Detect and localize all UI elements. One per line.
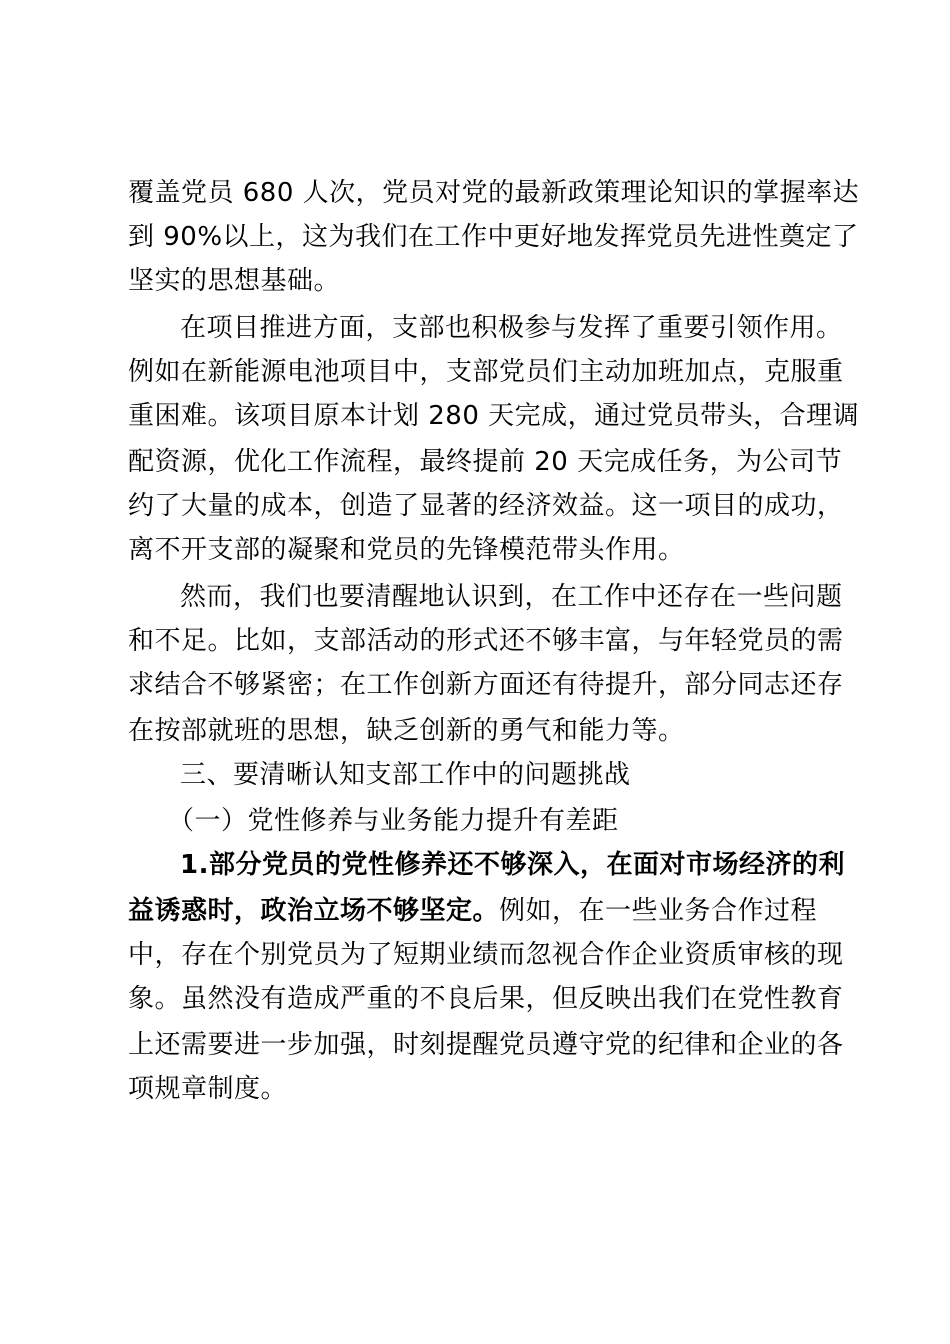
paragraph-line: 上还需要进一步加强，时刻提醒党员遵守党的纪律和企业的各 [128, 1030, 844, 1060]
bold-point-line: 1.部分党员的党性修养还不够深入，在面对市场经济的利 [180, 850, 845, 880]
section-heading: 三、要清晰认知支部工作中的问题挑战 [180, 760, 631, 790]
paragraph-line: 然而，我们也要清醒地认识到，在工作中还存在一些问题 [180, 582, 843, 612]
paragraph-line: 在按部就班的思想，缺乏创新的勇气和能力等。 [128, 716, 685, 746]
paragraph-line: 配资源，优化工作流程，最终提前 20 天完成任务，为公司节 [128, 447, 843, 477]
paragraph-line: 中，存在个别党员为了短期业绩而忽视合作企业资质审核的现 [128, 940, 844, 970]
paragraph-line: 离不开支部的凝聚和党员的先锋模范带头作用。 [128, 535, 685, 565]
bold-point-text: 益诱惑时，政治立场不够坚定。 [128, 896, 500, 926]
paragraph-line: 例如在新能源电池项目中，支部党员们主动加班加点，克服重 [128, 357, 844, 387]
paragraph-line: 和不足。比如，支部活动的形式还不够丰富，与年轻党员的需 [128, 626, 844, 656]
paragraph-line: 到 90%以上，这为我们在工作中更好地发挥党员先进性奠定了 [128, 222, 859, 252]
paragraph-line: 项规章制度。 [128, 1074, 288, 1104]
paragraph-line: 重困难。该项目原本计划 280 天完成，通过党员带头，合理调 [128, 401, 860, 431]
paragraph-line: 求结合不够紧密；在工作创新方面还有待提升，部分同志还存 [128, 670, 844, 700]
paragraph-line: 覆盖党员 680 人次，党员对党的最新政策理论知识的掌握率达 [128, 178, 860, 208]
paragraph-text: 例如，在一些业务合作过程 [499, 896, 818, 926]
paragraph-line: 象。虽然没有造成严重的不良后果，但反映出我们在党性教育 [128, 984, 844, 1014]
paragraph-line: 约了大量的成本，创造了显著的经济效益。这一项目的成功， [128, 491, 844, 521]
paragraph-line [128, 896, 817, 926]
subsection-heading: （一）党性修养与业务能力提升有差距 [168, 806, 619, 836]
paragraph-line: 在项目推进方面，支部也积极参与发挥了重要引领作用。 [180, 313, 843, 343]
paragraph-line: 坚实的思想基础。 [128, 266, 341, 296]
